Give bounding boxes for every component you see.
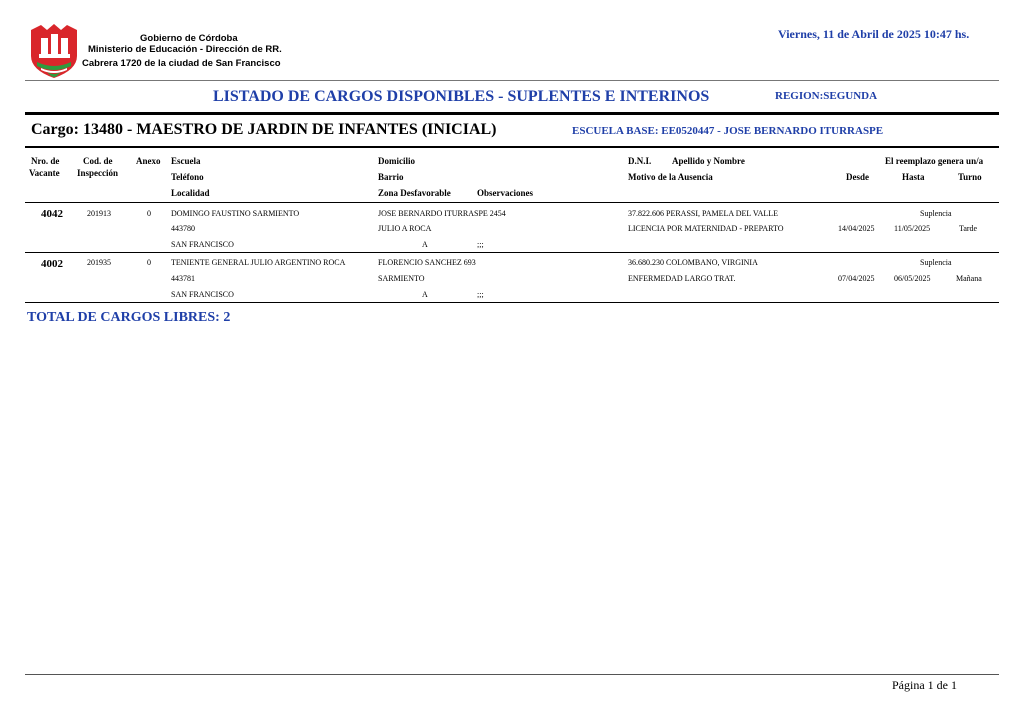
row-cod: 201913 — [87, 209, 111, 218]
row-reemplazo: Suplencia — [920, 209, 952, 218]
row-motivo: LICENCIA POR MATERNIDAD - PREPARTO — [628, 224, 784, 233]
footer-divider — [25, 674, 999, 675]
row-barrio: SARMIENTO — [378, 274, 425, 283]
col-observaciones: Observaciones — [477, 188, 533, 198]
col-zona: Zona Desfavorable — [378, 188, 451, 198]
row-reemplazo: Suplencia — [920, 258, 952, 267]
escuela-base: ESCUELA BASE: EE0520447 - JOSE BERNARDO ITURRASPE — [572, 125, 884, 137]
row-escuela: TENIENTE GENERAL JULIO ARGENTINO ROCA — [171, 258, 346, 267]
col-apellido: Apellido y Nombre — [672, 156, 745, 166]
col-cod-l1: Cod. de — [83, 156, 113, 166]
row-hasta: 11/05/2025 — [894, 224, 931, 233]
col-nro-l1: Nro. de — [31, 156, 60, 166]
row-zona: A — [422, 240, 428, 249]
row-hasta: 06/05/2025 — [894, 274, 931, 283]
col-hasta: Hasta — [902, 172, 925, 182]
col-telefono: Teléfono — [171, 172, 204, 182]
cargo-label: Cargo: 13480 - MAESTRO DE JARDIN DE INFANTES (INICIAL) — [31, 121, 497, 138]
row-telefono: 443780 — [171, 224, 195, 233]
row-escuela: DOMINGO FAUSTINO SARMIENTO — [171, 209, 300, 218]
org-name: Gobierno de Córdoba — [140, 33, 238, 44]
row-localidad: SAN FRANCISCO — [171, 290, 234, 299]
header-row-divider — [25, 202, 999, 203]
col-turno: Turno — [958, 172, 982, 182]
report-title: LISTADO DE CARGOS DISPONIBLES - SUPLENTES E INTERINOS — [213, 88, 710, 105]
row-barrio: JULIO A ROCA — [378, 224, 432, 233]
col-motivo: Motivo de la Ausencia — [628, 172, 713, 182]
row-turno: Tarde — [959, 224, 978, 233]
row-anexo: 0 — [147, 209, 151, 218]
table-bottom-divider — [25, 302, 999, 303]
row-desde: 14/04/2025 — [838, 224, 875, 233]
total-cargos — [27, 310, 230, 326]
col-dni: D.N.I. — [628, 156, 652, 166]
header-divider — [25, 80, 999, 81]
col-reemplazo: El reemplazo genera un/a — [885, 156, 984, 166]
row-vacante: 4002 — [41, 258, 63, 270]
org-ministry: Ministerio de Educación - Dirección de RR. — [88, 44, 282, 55]
row-desde: 07/04/2025 — [838, 274, 875, 283]
row-cod: 201935 — [87, 258, 111, 267]
total-label: TOTAL DE CARGOS LIBRES: — [27, 310, 220, 325]
col-escuela: Escuela — [171, 156, 201, 166]
region-label: REGION:SEGUNDA — [775, 90, 878, 102]
row-domicilio: JOSE BERNARDO ITURRASPE 2454 — [378, 209, 506, 218]
row-zona: A — [422, 290, 428, 299]
col-nro-l2: Vacante — [29, 168, 60, 178]
row-turno: Mañana — [956, 274, 982, 283]
row-observaciones: ;;; — [477, 240, 484, 249]
col-cod-l2: Inspección — [77, 168, 119, 178]
row-divider — [25, 252, 999, 253]
col-anexo: Anexo — [136, 156, 161, 166]
col-barrio: Barrio — [378, 172, 404, 182]
total-value: 2 — [223, 310, 231, 325]
col-desde: Desde — [846, 172, 869, 182]
col-domicilio: Domicilio — [378, 156, 415, 166]
row-localidad: SAN FRANCISCO — [171, 240, 234, 249]
row-vacante: 4042 — [41, 208, 63, 220]
org-address: Cabrera 1720 de la ciudad de San Francisco — [82, 58, 281, 69]
row-dni-nombre: 36.680.230 COLOMBANO, VIRGINIA — [628, 258, 758, 267]
row-motivo: ENFERMEDAD LARGO TRAT. — [628, 274, 736, 283]
row-domicilio: FLORENCIO SANCHEZ 693 — [378, 258, 476, 267]
cordoba-coat-of-arms-icon — [27, 22, 81, 80]
row-anexo: 0 — [147, 258, 151, 267]
col-localidad: Localidad — [171, 188, 210, 198]
row-telefono: 443781 — [171, 274, 195, 283]
report-datetime: Viernes, 11 de Abril de 2025 10:47 hs. — [778, 27, 970, 41]
row-observaciones: ;;; — [477, 290, 484, 299]
title-divider — [25, 112, 999, 115]
page-number: Página 1 de 1 — [892, 678, 957, 692]
row-dni-nombre: 37.822.606 PERASSI, PAMELA DEL VALLE — [628, 209, 779, 218]
cargo-divider — [25, 146, 999, 148]
